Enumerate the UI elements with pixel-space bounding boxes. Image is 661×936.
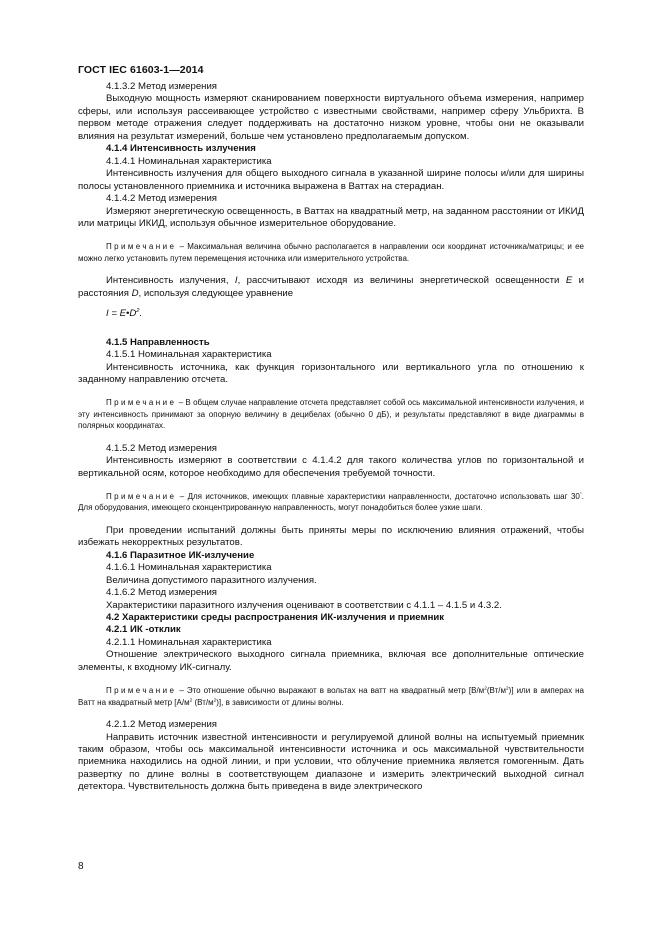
- text-run: – Для источников, имеющих плавные характеристики направленности, достаточно использовать шаг 30: [176, 492, 580, 501]
- note: [78, 241, 584, 264]
- note: [78, 491, 584, 514]
- text-run: D: [131, 287, 139, 299]
- text-run: 2: [136, 307, 140, 314]
- text-run: I = E•D: [106, 308, 137, 320]
- paragraph: Направить источник известной интенсивности и регулируемой длиной волны на испытуемый приемник таким образом, чтобы ось максимальной интенсивности источника и ось максимальной чувствительности приемника находились на одной линии, и при условии, что облучение приемника является гомогенным. Дать развертку по длине волны в соответствующем диапазоне и измерить электрический выходной сигнал детектора. Чувствительность должна быть приведена в виде электрического: [78, 731, 584, 793]
- note-label: Примечание: [106, 242, 177, 252]
- text-run: Интенсивность излучения,: [106, 275, 235, 287]
- text-run: , используя следующее уравнение: [138, 287, 294, 299]
- subsection-line: 4.1.5.2 Метод измерения: [106, 442, 218, 454]
- text-run: 2: [213, 698, 217, 703]
- text-run: E: [565, 275, 573, 287]
- text-run: (Вт/м: [192, 697, 214, 707]
- text-run: (Вт/м: [486, 686, 506, 696]
- section-heading: 4.2 Характеристики среды распространения ИК-излучения и приемник: [106, 611, 445, 623]
- paragraph: Интенсивность источника, как функция горизонтального или вертикального угла по отношению к заданному направлению отсчета.: [78, 361, 584, 385]
- text-run: 2: [189, 698, 193, 703]
- section-heading: 4.1.6 Паразитное ИК-излучение: [106, 549, 255, 561]
- section-heading: 4.2.1 ИК -отклик: [106, 624, 181, 636]
- paragraph: [78, 275, 584, 300]
- text-run: . Для оборудования, имеющего сконцентрированную направленность, могут понадобиться более узкие шаги.: [78, 492, 584, 513]
- note-text: – В общем случае направление отсчета представляет собой ось максимальной интенсивности излучения, и эту интенсивность принимают за опорную величину в децибелах (обычно 0 дБ), и результаты представляют в виде диаграммы в полярных координатах.: [78, 398, 584, 431]
- subsection-line: 4.2.1.1 Номинальная характеристика: [106, 636, 272, 648]
- subsection-line: 4.1.5.1 Номинальная характеристика: [106, 349, 272, 361]
- paragraph: Выходную мощность измеряют сканированием поверхности виртуального объема измерения, например сферы, или используя рассеивающее устройство с известными свойствами, например сферу Ульбрихта. В первом методе отражения следует поддерживать на достаточно низком уровне, чтобы они не оказывали влияния на результат измерений, больше чем установлено предполагаемым допуском.: [78, 93, 584, 142]
- text-run: °: [579, 492, 582, 498]
- note-label: Примечание: [106, 398, 177, 408]
- note: [78, 397, 584, 431]
- paragraph: Измеряют энергетическую освещенность, в Ваттах на квадратный метр, на заданном расстоянии от ИКИД или матрицы ИКИД, используя обычное измерительное оборудование.: [78, 205, 584, 229]
- paragraph: Отношение электрического выходного сигнала приемника, включая все дополнительные оптические элементы, к входному ИК-сигналу.: [78, 649, 584, 673]
- section-heading: 4.1.5 Направленность: [106, 336, 210, 348]
- subsection-line: Величина допустимого паразитного излучения.: [106, 574, 317, 586]
- subsection-line: 4.1.3.2 Метод измерения: [106, 81, 218, 92]
- subsection-line: 4.1.4.2 Метод измерения: [106, 193, 218, 205]
- subsection-line: 4.1.6.2 Метод измерения: [106, 587, 218, 599]
- text-run: )], в зависимости от длины волны.: [216, 697, 344, 707]
- subsection-line: 4.1.6.1 Номинальная характеристика: [106, 562, 272, 574]
- subsection-line: 4.1.4.1 Номинальная характеристика: [106, 155, 272, 167]
- note: [78, 685, 584, 708]
- formula: [78, 308, 584, 320]
- paragraph: Интенсивность излучения для общего выходного сигнала в указанной ширине полосы и/или для ширины полосы установленного приемника и источника выражена в Ваттах на стерадиан.: [78, 168, 584, 192]
- text-run: I: [234, 275, 238, 287]
- document-header: ГОСТ IEC 61603-1—2014: [78, 64, 204, 76]
- subsection-line: 4.2.1.2 Метод измерения: [106, 719, 218, 731]
- note-label: Примечание: [106, 686, 177, 696]
- text-run: , рассчитывают исходя из величины энергетической освещенности: [237, 275, 566, 287]
- paragraph: Интенсивность измеряют в соответствии с 4.1.4.2 для такого количества углов по горизонтальной и вертикальной осям, которое необходимо для обеспечения требуемой точности.: [78, 455, 584, 479]
- text-run: .: [139, 308, 143, 320]
- note-label: Примечание: [106, 492, 177, 501]
- text-run: и расстояния: [78, 275, 584, 299]
- text-run: – Это отношение обычно выражают в вольтах на ватт на квадратный метр [В/м: [176, 686, 485, 696]
- paragraph: При проведении испытаний должны быть приняты меры по исключению влияния отражений, чтобы избежать некорректных результатов.: [78, 524, 584, 549]
- document-body: [78, 81, 584, 794]
- subsection-line: Характеристики паразитного излучения оценивают в соответствии с 4.1.1 – 4.1.5 и 4.3.2.: [106, 599, 502, 611]
- text-run: )] или в амперах на Ватт на квадратный метр [А/м: [78, 686, 584, 707]
- page-number: 8: [78, 861, 84, 872]
- note-text: – Максимальная величина обычно располагается в направлении оси координат источника/матрицы; и ее можно легко установить путем перемещения источника или измерительного устройства.: [78, 242, 584, 263]
- text-run: 2: [505, 686, 509, 692]
- section-heading: 4.1.4 Интенсивность излучения: [106, 143, 256, 155]
- text-run: 2: [484, 686, 487, 692]
